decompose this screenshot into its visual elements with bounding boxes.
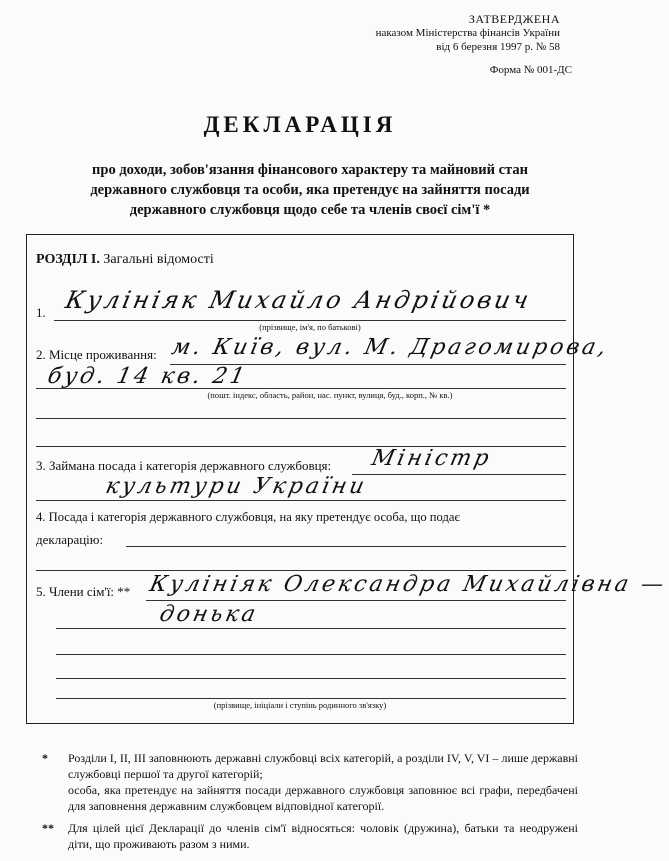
field-5-line-4	[56, 678, 566, 679]
footnote-1-mark: *	[42, 751, 48, 765]
footnote-1-line-1: Розділи I, II, III заповнюють державні службовці всіх категорій, а розділи IV, V, VI – лише державні службовці першої та другої категорій;	[68, 751, 578, 781]
field-2-caption: (пошт. індекс, область, район, нас. пункт, вулиця, буд., корп., № кв.)	[207, 390, 453, 400]
field-3-label: 3. Займана посада і категорія державного службовця:	[36, 458, 332, 473]
footnotes	[30, 750, 578, 858]
field-2-line-2	[36, 388, 566, 389]
field-4-label-line-1: 4. Посада і категорія державного службовця, на яку претендує особа, що подає	[36, 510, 460, 524]
subtitle-line-1: про доходи, зобов'язання фінансового характеру та майновий стан	[92, 162, 528, 178]
field-1-caption: (прізвище, ім'я, по батькові)	[259, 322, 361, 332]
document-subtitle	[40, 160, 580, 220]
form-number: Форма № 001-ДС	[489, 64, 572, 76]
subtitle-line-3: державного службовця щодо себе та членів своєї сім'ї *	[129, 202, 491, 218]
footnote-1	[30, 750, 578, 814]
field-4-label-line-2: декларацію:	[36, 532, 104, 547]
field-5-family-line-2: донька	[157, 602, 261, 627]
approval-line-2: від 6 березня 1997 р. № 58	[436, 41, 560, 53]
field-2-label: 2. Місце проживання:	[36, 347, 157, 362]
field-1-line	[54, 320, 566, 321]
field-2-address-line-1: м. Київ, вул. М. Драгомирова,	[169, 335, 612, 360]
field-5-line-5	[56, 698, 566, 699]
field-5-line-3	[56, 654, 566, 655]
field-5-label: 5. Члени сім'ї: **	[36, 584, 131, 599]
field-2-address-line-2: буд. 14 кв. 21	[45, 364, 250, 389]
field-5-line-2	[56, 628, 566, 629]
field-4-line-1	[126, 546, 566, 547]
footnote-1-line-2: особа, яка претендує на зайняття посади державного службовця заповнює всі графи, передбачені для заповнення державним службовцем відповідної категорії.	[68, 783, 578, 813]
approval-stamp	[376, 12, 560, 54]
section-name: Загальні відомості	[103, 252, 214, 267]
section-heading	[36, 252, 214, 268]
field-5-caption: (прізвище, ініціали і ступінь родинного зв'язку)	[213, 700, 387, 710]
field-1-number: 1.	[36, 305, 46, 320]
footnote-2-mark: **	[42, 821, 54, 835]
footnote-2	[30, 820, 578, 852]
footnote-2-text: Для цілей цієї Декларації до членів сім'ї відносяться: чоловік (дружина), батьки та неодружені діти, що проживають разом з ними.	[68, 821, 578, 851]
field-3-line-2	[36, 500, 566, 501]
field-5-line-1	[146, 600, 566, 601]
subtitle-line-2: державного службовця та особи, яка претендує на зайняття посади	[90, 182, 530, 198]
field-1-name-value: Кулініяк Михайло Андрійович	[63, 286, 534, 314]
field-5-family-line-1: Кулініяк Олександра Михайлівна —	[147, 572, 669, 597]
field-4-line-2	[36, 570, 566, 571]
approval-line-1: наказом Міністерства фінансів України	[375, 27, 560, 39]
document-title: ДЕКЛАРАЦІЯ	[203, 112, 397, 137]
field-3-line-1	[352, 474, 566, 475]
approval-heading: ЗАТВЕРДЖЕНА	[468, 12, 560, 26]
field-3-position-line-2: культури України	[103, 474, 370, 499]
field-3-position-line-1: Міністр	[369, 446, 495, 471]
section-label: РОЗДІЛ I.	[36, 252, 100, 267]
field-2-line-3	[36, 418, 566, 419]
